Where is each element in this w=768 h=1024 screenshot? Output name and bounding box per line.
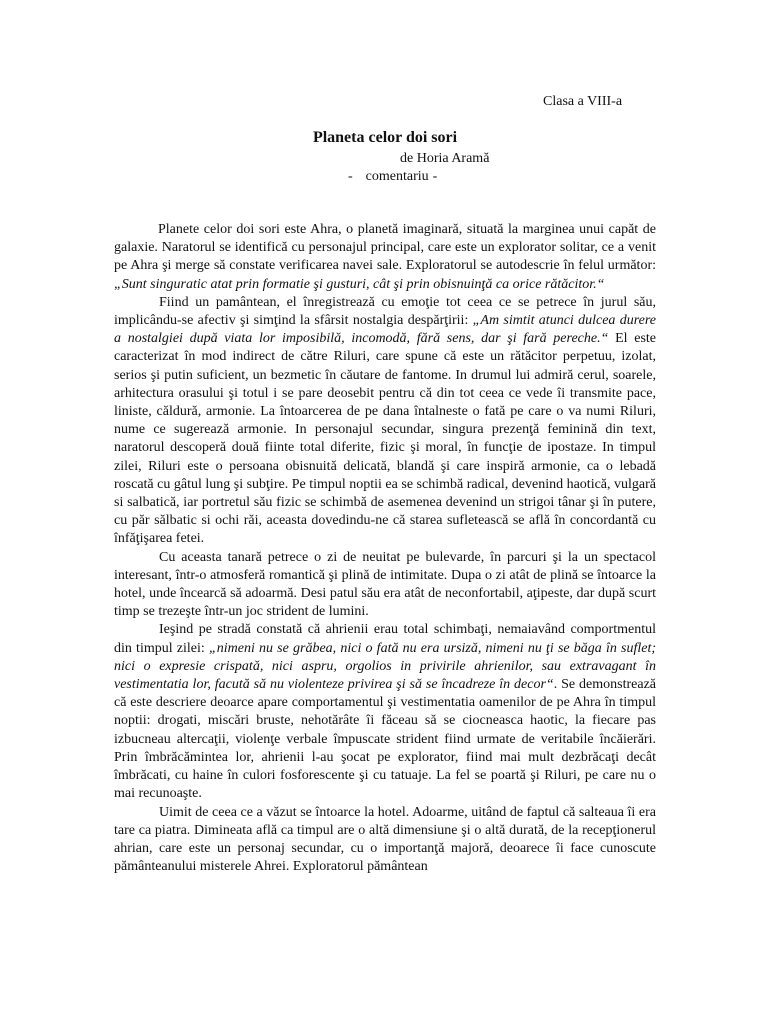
paragraph-4-rest: . Se demonstrează că este descriere deoarce apare comportamentul şi vestimentatia oamenilor de pe Ahra în timpul noptii: drogati, miscări bruste, nehotărâte îi făceau să se ciocneasca haotic, la fiecare pas izbucneau altercaţii, violenţe verbale împuscate strident fiind urmate de veritabile încăierări. Prin îmbrăcămintea lor, ahrienii l-au şocat pe explorator, fiind mai mult dezbrăcaţi decât îmbrăcati, cu haine în culori fosforescente şi cu tatuaje. La fel se poartă şi Riluri, pe care nu o mai recunoaşte. <box>114 677 656 802</box>
paragraph-5 <box>114 804 656 877</box>
paragraph-1-text: Planete celor doi sori este Ahra, o planetă imaginară, situată la marginea unui capăt de galaxie. Naratorul se identifică cu personajul principal, care este un explorator solitar, ce a venit pe Ahra şi merge să constate verificarea navei sale. Exploratorul se autodescrie în felul următor: <box>114 222 656 274</box>
paragraph-4-quote: „nimeni nu se grăbea, nici o fată nu era ursiză, nimeni nu ţi se băga în suflet; nici o expresie crispată, nici aspru, orgolios in privirile ahrienilor, sau extravagant în vestimentatia lor, facută să nu violenteze privirea şi să se încadreze în decor“ <box>114 640 657 693</box>
subtitle-dash-right: - <box>432 169 438 184</box>
paragraph-2-quote: „Am simtit atunci dulcea durere a nostalgiei după viata lor imposibilă, incomodă, fără sens, dar şi fară pereche.“ <box>114 313 656 347</box>
paragraph-4 <box>114 621 656 803</box>
subtitle-dash-left: - <box>348 169 353 184</box>
paragraph-1 <box>114 221 656 294</box>
paragraph-4-text: Ieşind pe stradă constată că ahrienii erau total schimbaţi, nemaiavând comportmentul din timpul zilei: <box>114 622 656 656</box>
document-title <box>0 127 768 149</box>
paragraph-2-rest: El este caracterizat în mod indirect de către Riluri, care spune că este un rătăcitor perpetuu, izolat, serios şi putin suficient, un bezmetic în căutare de fantome. In drumul lui admiră cerul, soarele, arhitectura orasului şi totul i se pare deosebit pentru că din tot ceea ce vede îi transmite pace, liniste, căldură, armonie. La întoarcerea de pe dana întalneste o fată pe care o va numi Riluri, nume ce sugerează armonie. In personajul secundar, singura prezenţă feminină din text, naratorul descoperă două fiinte total diferite, fizic şi moral, în funcţie de ipostaze. In timpul zilei, Riluri este o persoana obisnuită delicată, blandă şi care inspiră armonie, ca o lebadă roscată cu gâtul lung şi subţire. Pe timpul noptii ea se schimbă radical, devenind haotică, vulgară si salbatică, iar portretul său fizic se schimbă de asemenea devenind un strigoi tânar şi în putere, cu păr sălbatic si ochi răi, aceasta dovedindu-ne că starea sufletească se află în concordantă cu înfăţişarea fetei. <box>114 331 656 547</box>
paragraph-2 <box>114 294 656 549</box>
paragraph-3-text: Cu aceasta tanară petrece o zi de neuitat pe bulevarde, în parcuri şi la un spectacol interesant, într-o atmosferă romantică şi plină de intimitate. Dupa o zi atât de plină se întoarce la hotel, unde încearcă să adoarmă. Desi patul său era atât de neconfortabil, aţipeste, dar după scurt timp se trezeşte într-un joc strident de lumini. <box>114 549 656 620</box>
title-text: Planeta celor doi sori <box>312 129 458 146</box>
subtitle-text: comentariu <box>365 169 429 184</box>
paragraph-3 <box>114 549 656 622</box>
class-label: Clasa a VIII-a <box>543 94 623 109</box>
author-line: de Horia Aramă <box>400 151 490 166</box>
subtitle-line <box>348 168 437 186</box>
paragraph-1-quote: „Sunt singuratic atat prin formatie şi gusturi, cât şi prin obisnuinţă ca orice rătăcitor.“ <box>114 276 605 292</box>
body-text <box>114 221 656 876</box>
paragraph-5-text: Uimit de ceea ce a văzut se întoarce la hotel. Adoarme, uitând de faptul că salteaua îi era tare ca piatra. Dimineata află ca timpul are o altă dimensiune şi o altă durată, de la recepţionerul ahrian, care este un personaj secundar, cu o importanţă majoră, deoarece îi face cunoscute pământeanului misterele Ahrei. Exploratorul pământean <box>114 804 656 875</box>
paragraph-2-text: Fiind un pamântean, el înregistrează cu emoţie tot ceea ce se petrece în jurul său, implicându-se afectiv şi simţind la sfârsit nostalgia despărţirii: <box>114 294 656 329</box>
